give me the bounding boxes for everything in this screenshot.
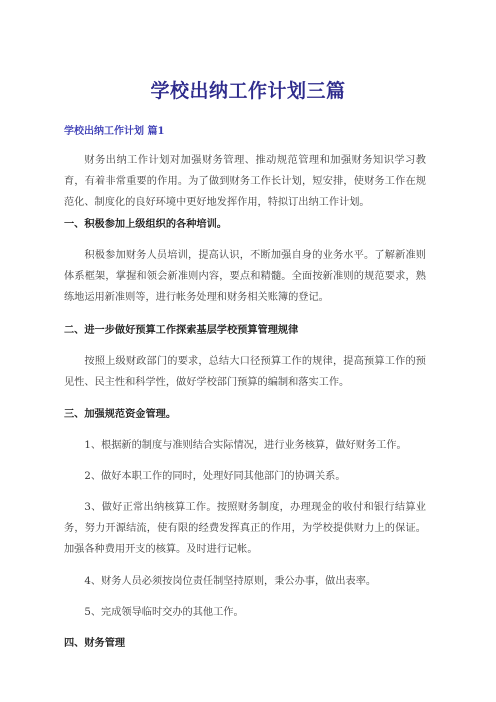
section-4-heading: 四、财务管理 bbox=[64, 638, 126, 649]
document-subtitle: 学校出纳工作计划 篇1 bbox=[64, 126, 165, 137]
document-title: 学校出纳工作计划三篇 bbox=[150, 80, 346, 102]
section-2-paragraph: 按照上级财政部门的要求，总结大口径预算工作的规律，提高预算工作的预见性、民主性和科学性，做好学校部门预算的编制和落实工作。 bbox=[64, 356, 426, 388]
section-3-heading: 三、加强规范资金管理。 bbox=[64, 409, 177, 420]
section-3-item-3: 3、做好正常出纳核算工作。按照财务制度，办理现金的收付和银行结算业务，努力开源结流，使有限的经费发挥真正的作用，为学校提供财力上的保证。加强各种费用开支的核算。及时进行记帐。 bbox=[64, 502, 426, 555]
section-3-item-2: 2、做好本职工作的同时，处理好同其他部门的协调关系。 bbox=[84, 471, 346, 482]
section-1-heading: 一、积极参加上级组织的各种培训。 bbox=[64, 219, 227, 230]
section-3-item-4: 4、财务人员必须按岗位责任制坚持原则，秉公办事，做出表率。 bbox=[84, 576, 377, 587]
section-2-heading: 二、进一步做好预算工作探索基层学校预算管理规律 bbox=[64, 325, 299, 336]
section-1-paragraph: 积极参加财务人员培训，提高认识，不断加强自身的业务水平。了解新准则体系框架，掌握和领会新准则内容，要点和精髓。全面按新准则的规范要求，熟练地运用新准则等，进行帐务处理和财务相关账簿的登记。 bbox=[64, 250, 426, 303]
intro-paragraph: 财务出纳工作计划对加强财务管理、推动规范管理和加强财务知识学习教育，有着非常重要的作用。为了做到财务工作长计划，短安排，使财务工作在规范化、制度化的良好环境中更好地发挥作用，特拟订出纳工作计划。 bbox=[64, 155, 426, 208]
section-3-item-5: 5、完成领导临时交办的其他工作。 bbox=[84, 607, 244, 618]
section-3-item-1: 1、根据新的制度与准则结合实际情况，进行业务核算，做好财务工作。 bbox=[84, 440, 407, 451]
